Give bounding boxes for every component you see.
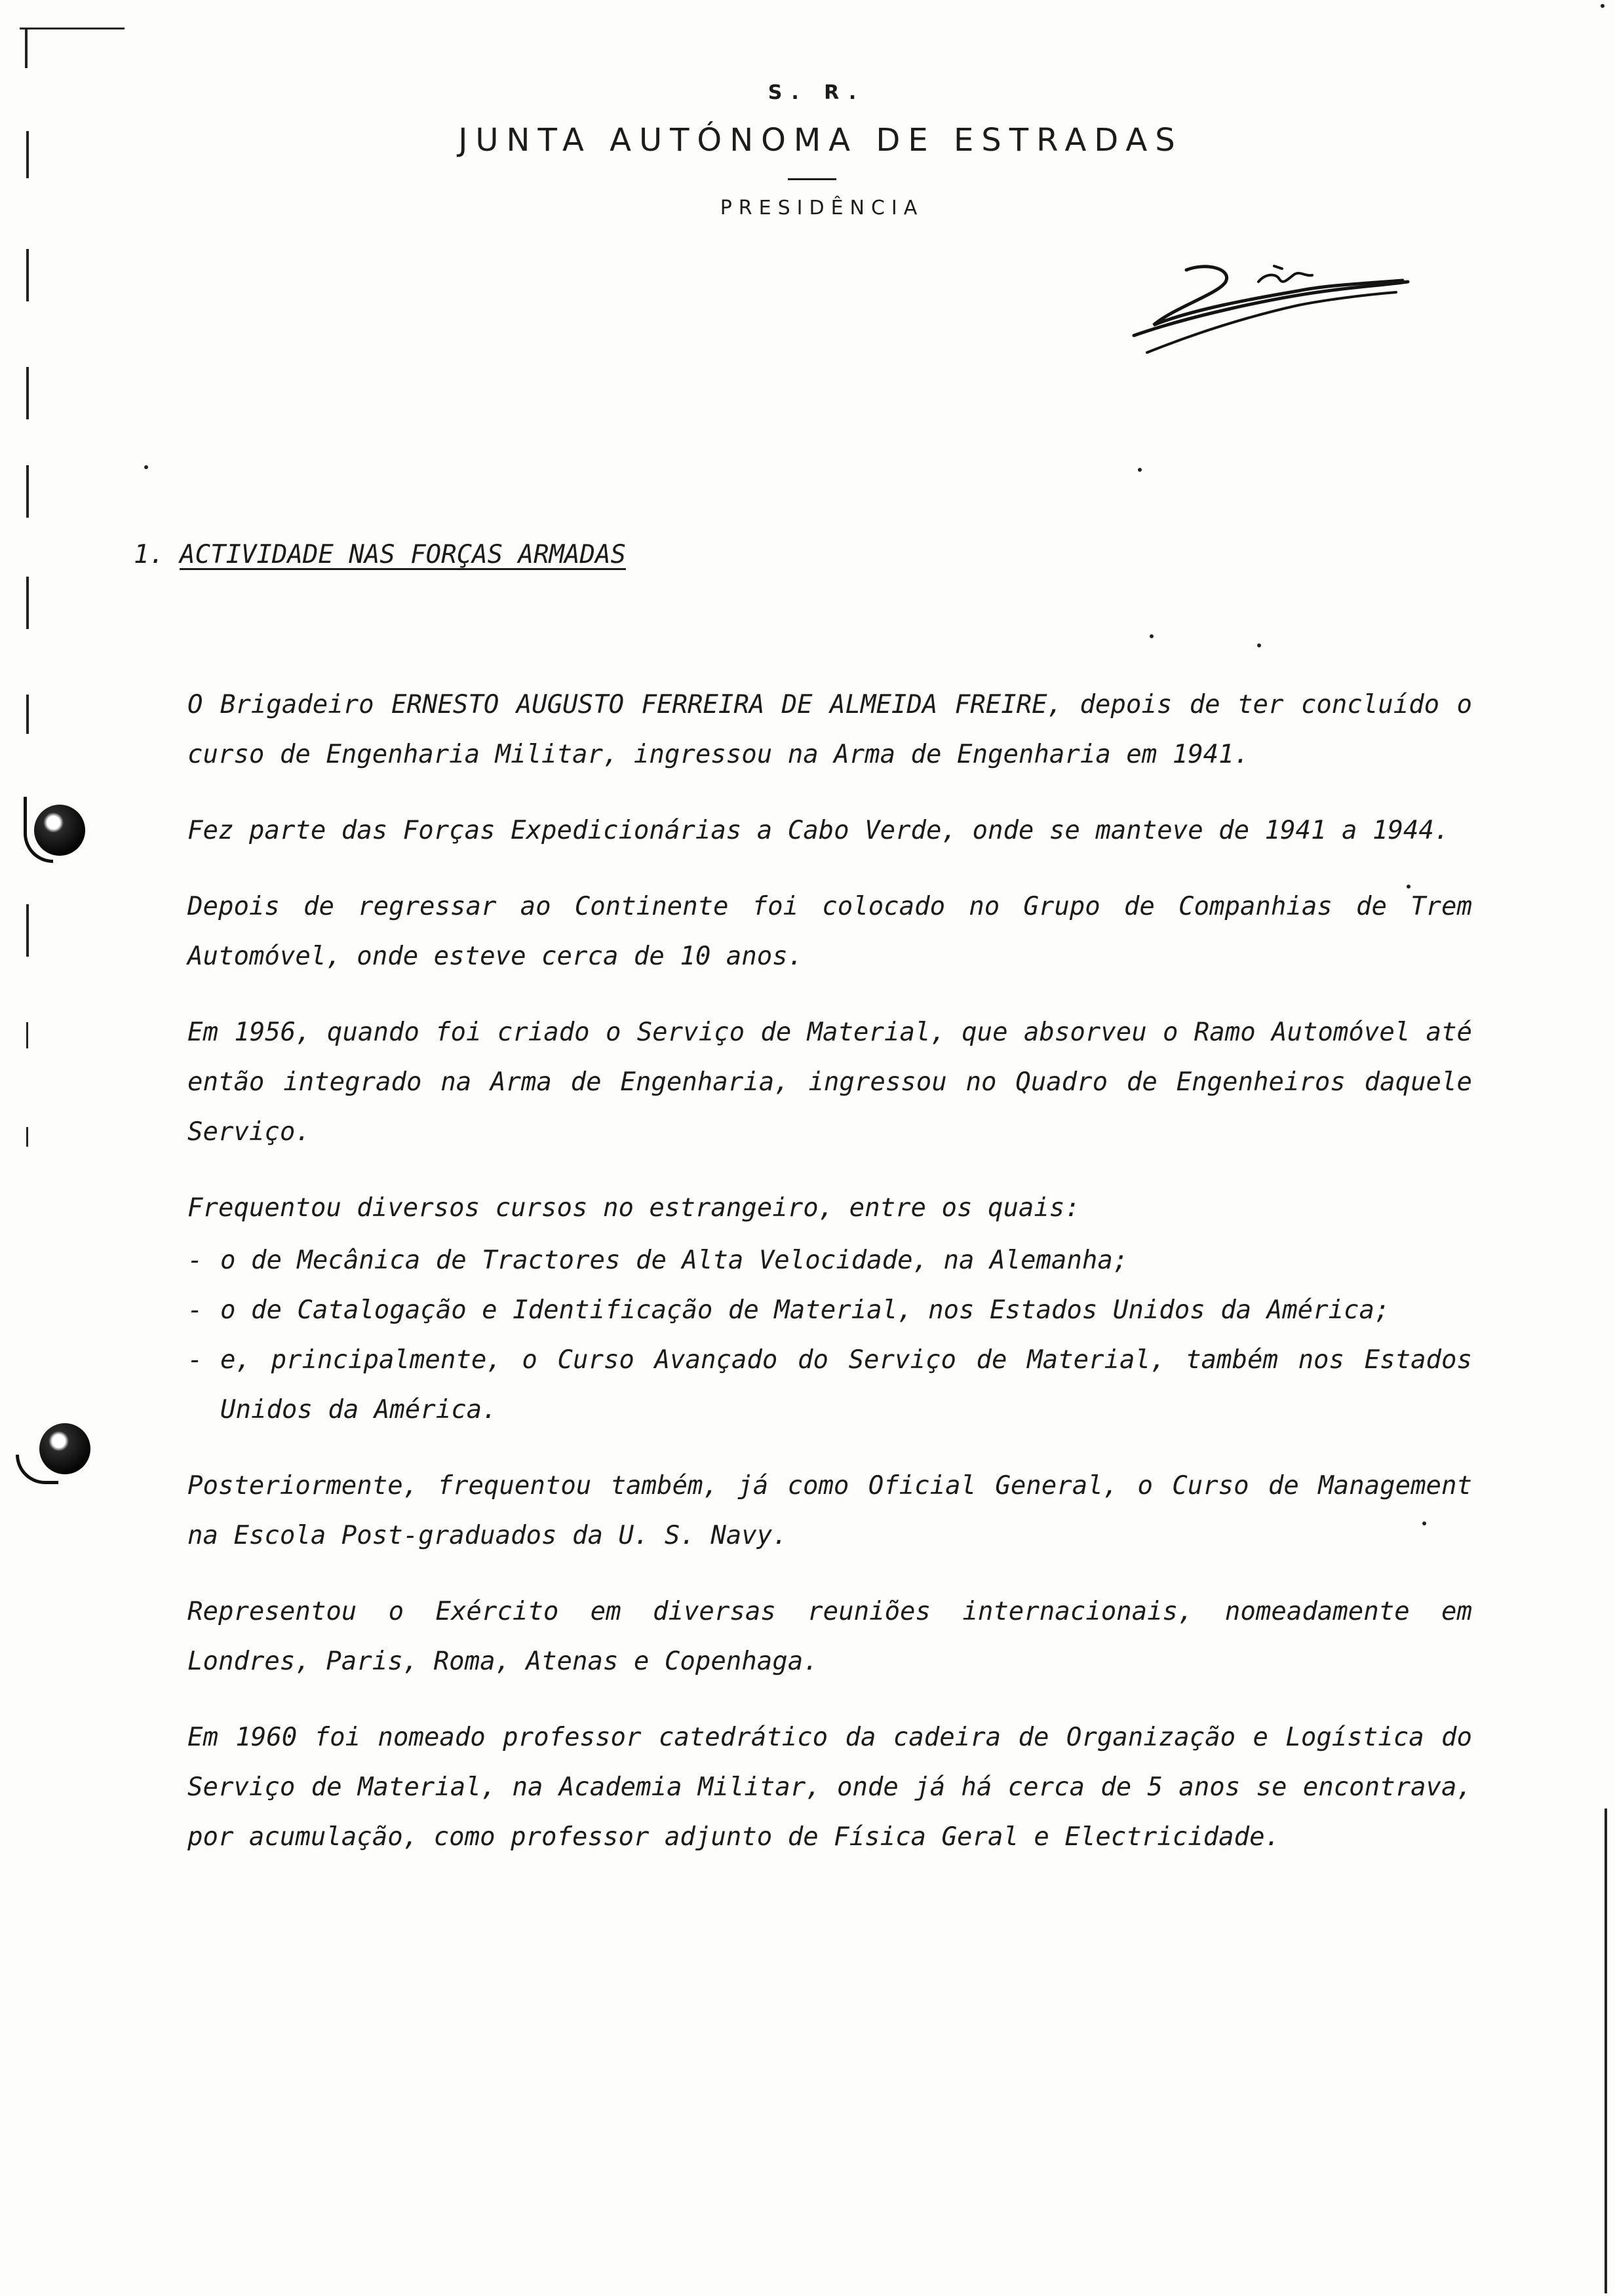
paragraph: Em 1960 foi nomeado professor catedrático da cadeira de Organização e Logística do Serviço de Material, na Academia Militar, onde já há cerca de 5 anos se encontrava, por acumulação, como professor adjunto de Física Geral e Electricidade. <box>187 1723 1472 1852</box>
course-text: o de Mecânica de Tractores de Alta Velocidade, na Alemanha; <box>220 1246 1129 1275</box>
paragraph: Em 1956, quando foi criado o Serviço de Material, que absorveu o Ramo Automóvel até então integrado na Arma de Engenharia, ingressou no Quadro de Engenheiros daquele Serviço. <box>187 1018 1472 1147</box>
punch-hole-shadow <box>16 1455 58 1484</box>
scan-edge-left <box>26 577 29 629</box>
letterhead-sr: S. R. <box>768 81 866 104</box>
paragraph: Frequentou diversos cursos no estrangeiro, entre os quais: <box>187 1193 1080 1223</box>
scan-edge-right <box>1605 1808 1607 2293</box>
list-item: - o de Mecânica de Tractores de Alta Velocidade, na Alemanha; <box>187 1246 1129 1275</box>
paragraph: Depois de regressar ao Continente foi colocado no Grupo de Companhias de Trem Automóvel, onde esteve cerca de 10 anos. <box>187 892 1472 971</box>
paragraph: Representou o Exército em diversas reuniões internacionais, nomeadamente em Londres, Paris, Roma, Atenas e Copenhaga. <box>187 1597 1472 1676</box>
punch-hole-shadow <box>24 797 53 863</box>
scan-edge-left <box>25 28 28 68</box>
scan-edge-left <box>26 367 29 419</box>
letterhead-department: PRESIDÊNCIA <box>720 197 924 220</box>
scan-speck <box>1601 4 1605 8</box>
scan-speck <box>1150 634 1154 638</box>
scan-edge-left <box>26 1022 28 1048</box>
paragraph: Fez parte das Forças Expedicionárias a Cabo Verde, onde se manteve de 1941 a 1944. <box>187 816 1450 845</box>
course-text: e, principalmente, o Curso Avançado do Serviço de Material, também nos Estados Unidos da América. <box>220 1345 1472 1425</box>
scan-speck <box>144 465 148 469</box>
scan-edge-left <box>26 249 29 301</box>
letterhead-divider <box>788 178 836 180</box>
handwritten-signature <box>1127 262 1416 360</box>
section-number: 1. <box>134 540 165 569</box>
list-item: - e, principalmente, o Curso Avançado do Serviço de Material, também nos Estados Unidos da América. <box>187 1345 1472 1425</box>
section-title: ACTIVIDADE NAS FORÇAS ARMADAS <box>180 540 626 569</box>
paragraph: O Brigadeiro ERNESTO AUGUSTO FERREIRA DE ALMEIDA FREIRE, depois de ter concluído o curso de Engenharia Militar, ingressou na Arma de Engenharia em 1941. <box>187 690 1472 769</box>
paragraph: Posteriormente, frequentou também, já como Oficial General, o Curso de Management na Escola Post-graduados da U. S. Navy. <box>187 1471 1472 1550</box>
letterhead-organization: JUNTA AUTÓNOMA DE ESTRADAS <box>458 122 1183 159</box>
scan-edge-left <box>26 904 29 957</box>
scan-edge-left <box>26 1127 28 1147</box>
scan-edge-left <box>26 695 29 734</box>
course-list <box>187 1236 1472 1435</box>
scan-edge-top <box>20 28 125 29</box>
list-item: - o de Catalogação e Identificação de Material, nos Estados Unidos da América; <box>187 1295 1390 1325</box>
scan-edge-left <box>26 465 29 518</box>
scan-speck <box>1257 643 1261 647</box>
scan-speck <box>1138 468 1142 472</box>
section-heading <box>134 540 626 569</box>
document-body <box>187 680 1472 1888</box>
course-text: o de Catalogação e Identificação de Material, nos Estados Unidos da América; <box>220 1295 1390 1325</box>
